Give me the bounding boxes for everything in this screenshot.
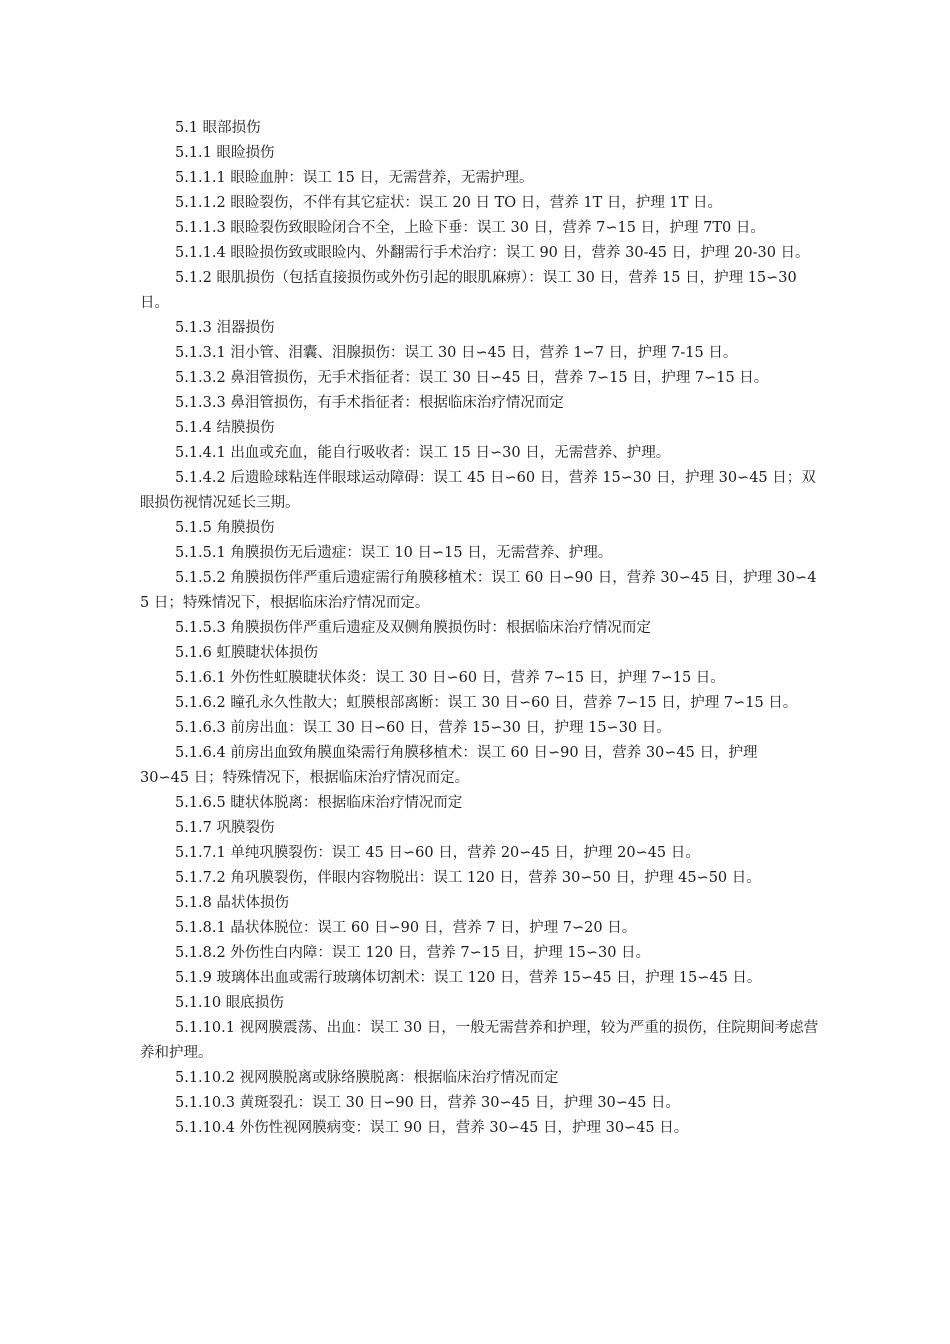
- paragraph: 5.1.7.2 角巩膜裂伤，伴眼内容物脱出：误工 120 日，营养 30∽50 日，护理 45∽50 日。: [175, 870, 761, 886]
- paragraph: 5.1.8 晶状体损伤: [175, 895, 290, 911]
- paragraph: 5.1.3.1 泪小管、泪囊、泪腺损伤：误工 30 日∽45 日，营养 1∽7 日，护理 7-15 日。: [175, 345, 738, 361]
- paragraph: 5.1.6.3 前房出血：误工 30 日∽60 日，营养 15∽30 日，护理 15∽30 日。: [175, 720, 671, 736]
- paragraph: 5.1.7.1 单纯巩膜裂伤：误工 45 日∽60 日，营养 20∽45 日，护理 20∽45 日。: [175, 845, 700, 861]
- paragraph: 5.1.3.2 鼻泪管损伤，无手术指征者：误工 30 日∽45 日，营养 7∽15 日，护理 7∽15 日。: [175, 370, 769, 386]
- paragraph: 5.1.6.2 瞳孔永久性散大；虹膜根部离断：误工 30 日∽60 日，营养 7∽15 日，护理 7∽15 日。: [175, 695, 798, 711]
- paragraph: 5.1.5.1 角膜损伤无后遗症：误工 10 日∽15 日，无需营养、护理。: [175, 545, 613, 561]
- document-body: [140, 116, 820, 1141]
- paragraph: 5.1.4 结膜损伤: [175, 420, 275, 436]
- paragraph: 5.1.6 虹膜睫状体损伤: [175, 645, 319, 661]
- paragraph: 5.1.1.1 眼睑血肿：误工 15 日，无需营养，无需护理。: [175, 170, 534, 186]
- paragraph: 5.1.3 泪器损伤: [175, 320, 275, 336]
- paragraph: 30∽45 日；特殊情况下，根据临床治疗情况而定。: [140, 770, 470, 786]
- paragraph: 5.1.1.3 眼睑裂伤致眼睑闭合不全，上睑下垂：误工 30 日，营养 7∽15 日，护理 7T0 日。: [175, 220, 765, 236]
- paragraph: 5.1.6.4 前房出血致角膜血染需行角膜移植术：误工 60 日∽90 日，营养 30∽45 日，护理: [175, 745, 758, 761]
- paragraph: 5.1.1.2 眼睑裂伤，不伴有其它症状：误工 20 日 TO 日，营养 1T 日，护理 1T 日。: [175, 195, 723, 211]
- paragraph: 5.1.10.2 视网膜脱离或脉络膜脱离：根据临床治疗情况而定: [175, 1070, 559, 1086]
- paragraph: 5.1.7 巩膜裂伤: [175, 820, 275, 836]
- paragraph: 5.1.6.5 睫状体脱离：根据临床治疗情况而定: [175, 795, 463, 811]
- paragraph: 5.1.9 玻璃体出血或需行玻璃体切割术：误工 120 日，营养 15∽45 日，护理 15∽45 日。: [175, 970, 762, 986]
- paragraph: 5.1.10 眼底损伤: [175, 995, 284, 1011]
- paragraph: 5.1.6.1 外伤性虹膜睫状体炎：误工 30 日∽60 日，营养 7∽15 日，护理 7∽15 日。: [175, 670, 725, 686]
- paragraph: 5.1.8.1 晶状体脱位：误工 60 日∽90 日，营养 7 日，护理 7∽20 日。: [175, 920, 637, 936]
- paragraph: 5.1.1 眼睑损伤: [175, 145, 275, 161]
- paragraph: 5.1.5.3 角膜损伤伴严重后遗症及双侧角膜损伤时：根据临床治疗情况而定: [175, 620, 651, 636]
- paragraph: 5.1.3.3 鼻泪管损伤，有手术指征者：根据临床治疗情况而定: [175, 395, 564, 411]
- paragraph: 5.1.5.2 角膜损伤伴严重后遗症需行角膜移植术：误工 60 日∽90 日，营养 30∽45 日，护理 30∽45 日；特殊情况下，根据临床治疗情况而定。: [140, 570, 817, 611]
- paragraph: 5.1.1.4 眼睑损伤致或眼睑内、外翻需行手术治疗：误工 90 日，营养 30-45 日，护理 20-30 日。: [175, 245, 810, 261]
- paragraph: 5.1.5 角膜损伤: [175, 520, 275, 536]
- paragraph: 5.1.10.4 外伤性视网膜病变：误工 90 日，营养 30∽45 日，护理 30∽45 日。: [175, 1120, 689, 1136]
- paragraph: 5.1.4.2 后遗睑球粘连伴眼球运动障碍：误工 45 日∽60 日，营养 15∽30 日，护理 30∽45 日；双眼损伤视情况延长三期。: [140, 470, 816, 511]
- paragraph: 5.1.2 眼肌损伤（包括直接损伤或外伤引起的眼肌麻痹）：误工 30 日，营养 15 日，护理 15∽30 日。: [140, 270, 797, 311]
- paragraph: 5.1.10.1 视网膜震荡、出血：误工 30 日，一般无需营养和护理，较为严重的损伤，住院期间考虑营养和护理。: [140, 1020, 819, 1061]
- paragraph: 5.1 眼部损伤: [175, 120, 261, 136]
- paragraph: 5.1.10.3 黄斑裂孔：误工 30 日∽90 日，营养 30∽45 日，护理 30∽45 日。: [175, 1095, 680, 1111]
- paragraph: 5.1.4.1 出血或充血，能自行吸收者：误工 15 日∽30 日，无需营养、护理。: [175, 445, 671, 461]
- paragraph: 5.1.8.2 外伤性白内障：误工 120 日，营养 7∽15 日，护理 15∽30 日。: [175, 945, 651, 961]
